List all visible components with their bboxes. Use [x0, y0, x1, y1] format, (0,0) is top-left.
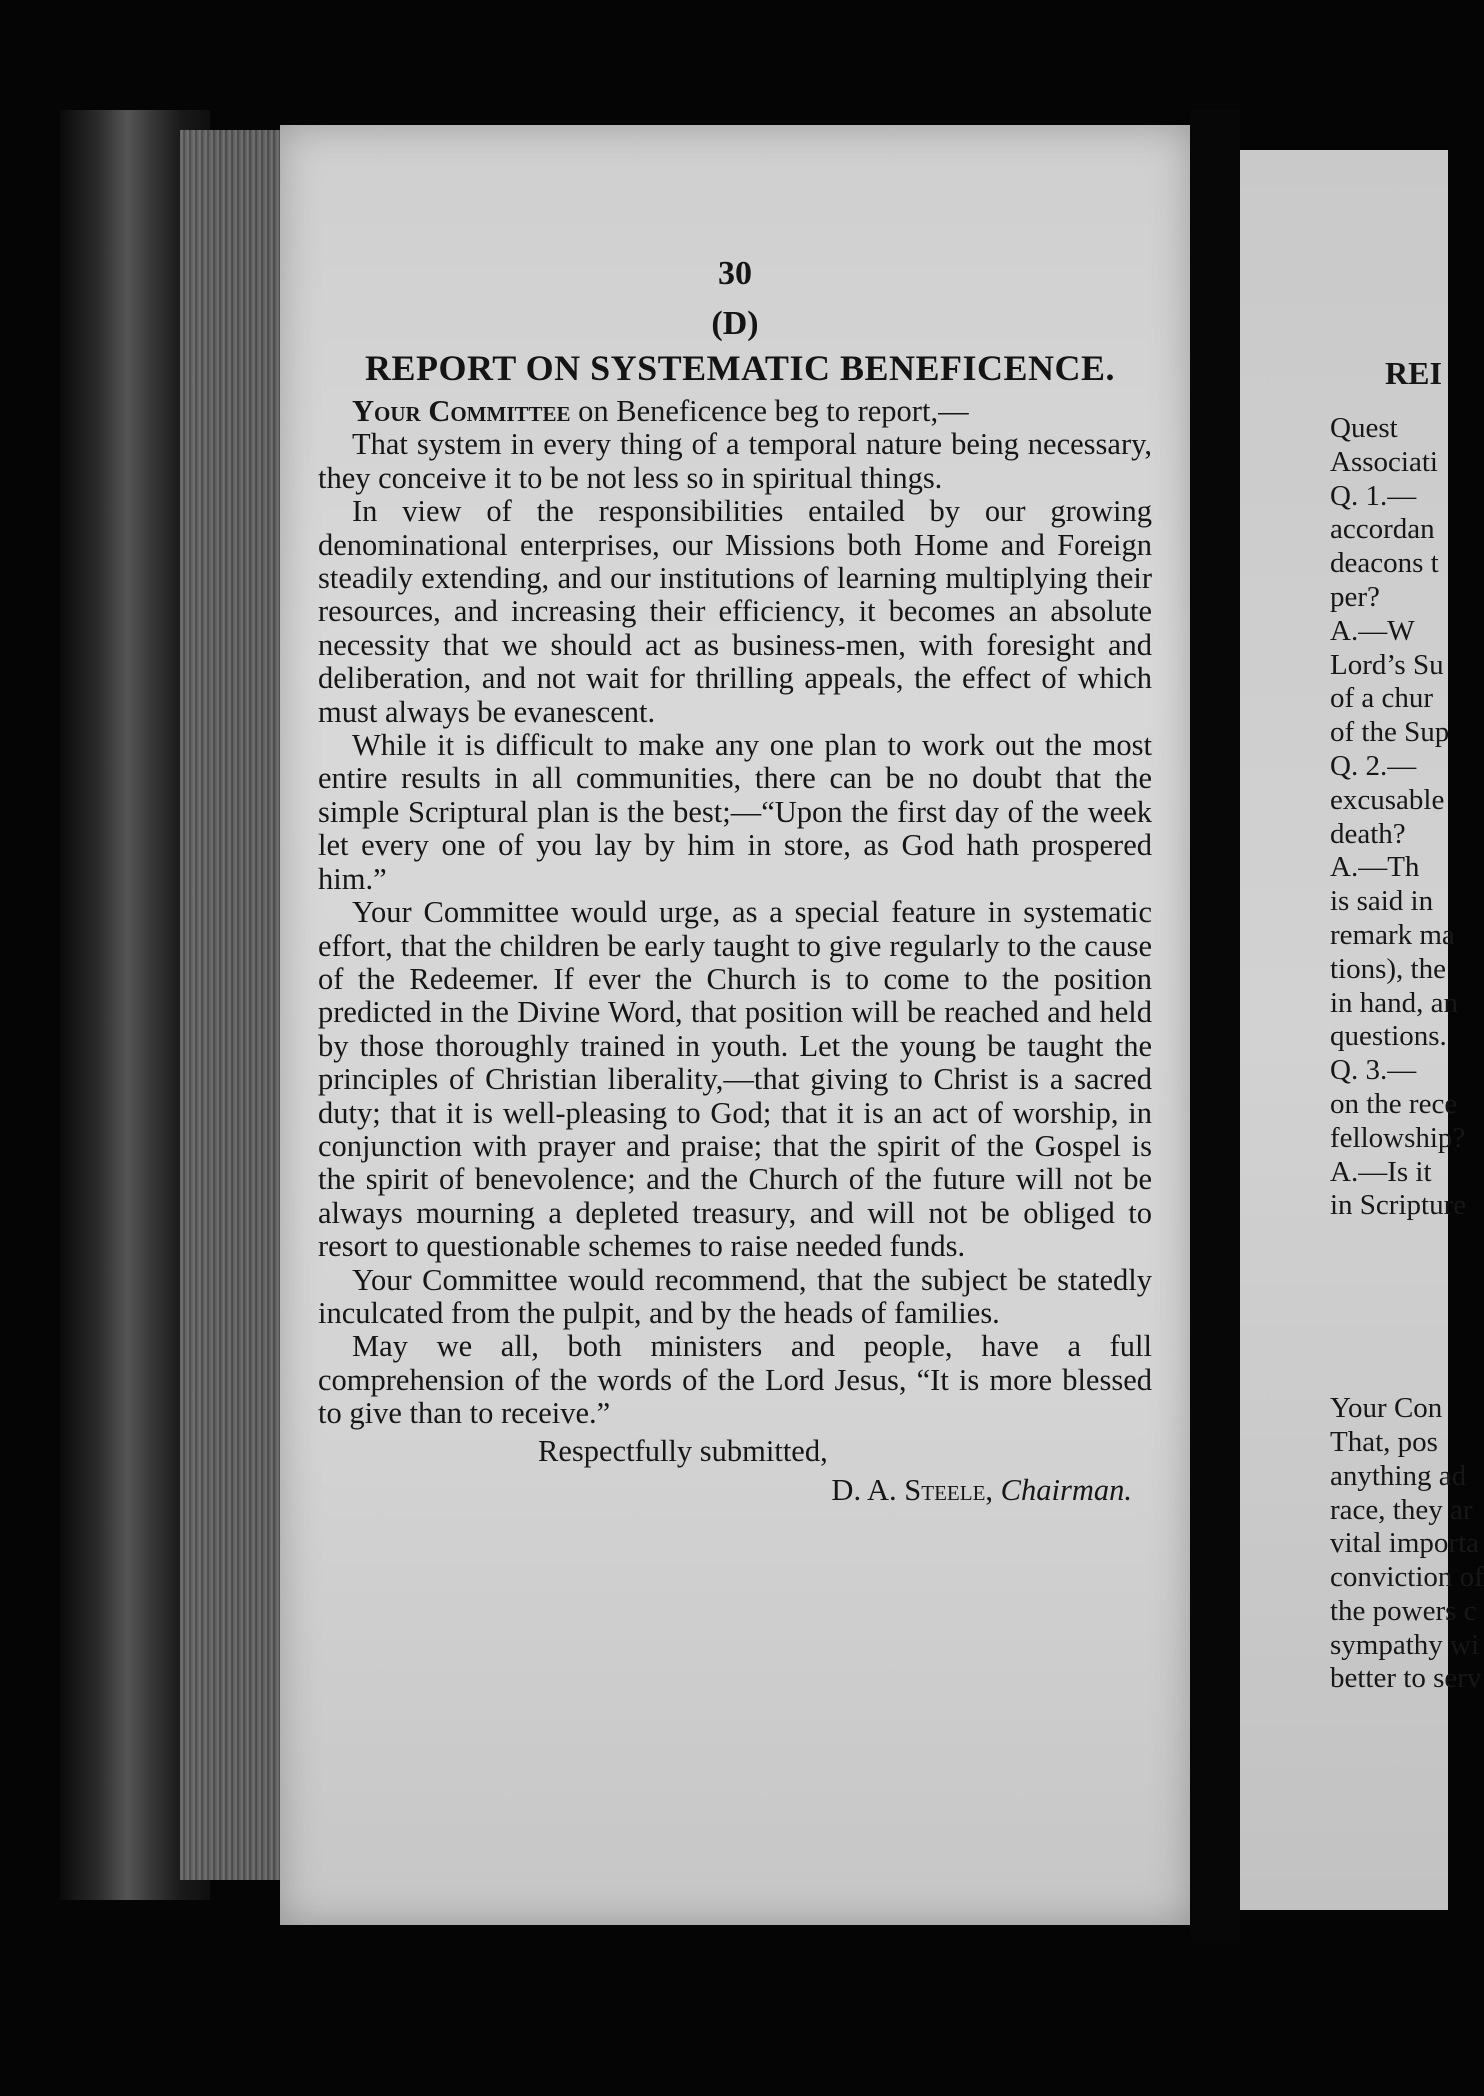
right-page — [1240, 150, 1484, 1910]
right-page-line: A.—Is it — [1330, 1155, 1432, 1188]
paragraph-5: Your Committee would urge, as a special feature in systematic effort, that the children be early taught to give regularly to the cause of the Redeemer. If ever the Church is to come to the position predicted in the Divine Word, that position will be reached and held by those thoroughly trained in youth. Let the young be taught the principles of Christian liberality,—that giving to Christ is a sacred duty; that it is well-pleasing to God; that it is an act of worship, in conjunction with prayer and praise; that the spirit of the Gospel is the spirit of benevolence; and the Church of the future will not be always mourning a depleted treasury, and will not be obliged to resort to questionable schemes to raise needed funds. — [318, 895, 1152, 1264]
right-page-line: is said in — [1330, 885, 1434, 918]
right-page-line: deacons t — [1330, 547, 1439, 580]
signatory-role: Chairman. — [1000, 1473, 1132, 1507]
page-number: 30 — [718, 255, 752, 292]
right-page-line: in hand, an — [1330, 986, 1459, 1019]
paragraph-1-lead: Your Committee — [352, 394, 571, 428]
closing-line: Respectfully submitted, — [538, 1433, 828, 1468]
book-gutter — [1190, 110, 1240, 1940]
right-page-line: conviction of — [1330, 1561, 1484, 1594]
right-page-line: in Scripture — [1330, 1189, 1467, 1222]
right-page-line: Quest — [1330, 412, 1398, 444]
right-page-line: Q. 1.— — [1330, 479, 1417, 512]
right-page-line: better to serv — [1330, 1662, 1482, 1695]
right-page-line: anything ad — [1330, 1459, 1467, 1492]
paragraph-7: May we all, both ministers and people, have a full comprehension of the words of the Lord Jesus, “It is more blessed to give than to receive.” — [318, 1329, 1152, 1431]
right-page-line: Your Con — [1330, 1392, 1443, 1425]
right-page-line: That, pos — [1330, 1425, 1438, 1458]
right-page-line: the powers c — [1330, 1594, 1477, 1627]
right-page-line: vital importa — [1330, 1527, 1479, 1560]
page-edges — [180, 130, 290, 1880]
report-body — [318, 395, 1152, 1507]
right-page-line: race, they ar — [1330, 1493, 1473, 1526]
right-page-line: Q. 3.— — [1330, 1054, 1417, 1087]
right-page-line: Q. 2.— — [1330, 749, 1417, 782]
right-page-line: tions), the — [1330, 952, 1446, 985]
right-page-line: of the Sup — [1330, 716, 1450, 749]
right-page-line: A.—W — [1330, 614, 1415, 647]
signature — [318, 1474, 1152, 1507]
right-page-line: A.—Th — [1330, 851, 1420, 884]
signatory-name: D. A. Steele, — [831, 1473, 994, 1507]
paragraph-1-text: on Beneficence beg to report,— — [570, 394, 969, 428]
section-marker: (D) — [711, 305, 759, 342]
right-page-line: remark ma — [1330, 918, 1455, 951]
right-page-line: Lord’s Su — [1330, 648, 1444, 681]
paragraph-2: That system in every thing of a temporal nature being necessary, they conceive it to be not less so in spiritual things. — [318, 427, 1152, 495]
right-page-line — [1330, 1358, 1484, 1392]
paragraph-4: While it is difficult to make any one plan to work out the most entire results in all communities, there can be no doubt that the simple Scriptural plan is the best;—“Upon the first day of the week let every one of you lay by him in store, as God hath prospered him.” — [318, 728, 1152, 896]
right-page-heading: REI — [1385, 355, 1442, 391]
right-page-line: fellowship? — [1330, 1121, 1466, 1154]
right-page-line: accordan — [1330, 513, 1435, 546]
right-page-line — [1330, 1325, 1484, 1359]
right-page-line — [1330, 1257, 1484, 1291]
right-page-line — [1330, 1291, 1484, 1325]
right-page-line: of a chur — [1330, 682, 1434, 715]
right-page-line: Associati — [1330, 445, 1438, 478]
right-page-line: death? — [1330, 817, 1406, 850]
right-page-line: excusable — [1330, 783, 1445, 816]
left-page — [280, 125, 1190, 1925]
right-page-line — [1330, 1223, 1484, 1257]
paragraph-3: In view of the responsibilities entailed by our growing denominational enterprises, our Missions both Home and Foreign steadily extending, and our institutions of learning multiplying their resources, and increasing their efficiency, it becomes an absolute necessity that we should act as business-men, with foresight and deliberation, and not wait for thrilling appeals, the effect of which must always be evanescent. — [318, 494, 1152, 729]
right-page-line: per? — [1330, 580, 1380, 613]
right-page-line: sympathy wi — [1330, 1628, 1480, 1661]
paragraph-1 — [318, 395, 1152, 428]
right-page-line: on the rece — [1330, 1087, 1458, 1120]
report-title: REPORT ON SYSTEMATIC BENEFICENCE. — [364, 348, 1116, 388]
right-page-lines — [1330, 412, 1484, 1696]
paragraph-6: Your Committee would recommend, that the subject be statedly inculcated from the pulpit, and by the heads of families. — [318, 1262, 1152, 1330]
right-page-line: questions. — [1330, 1020, 1447, 1053]
